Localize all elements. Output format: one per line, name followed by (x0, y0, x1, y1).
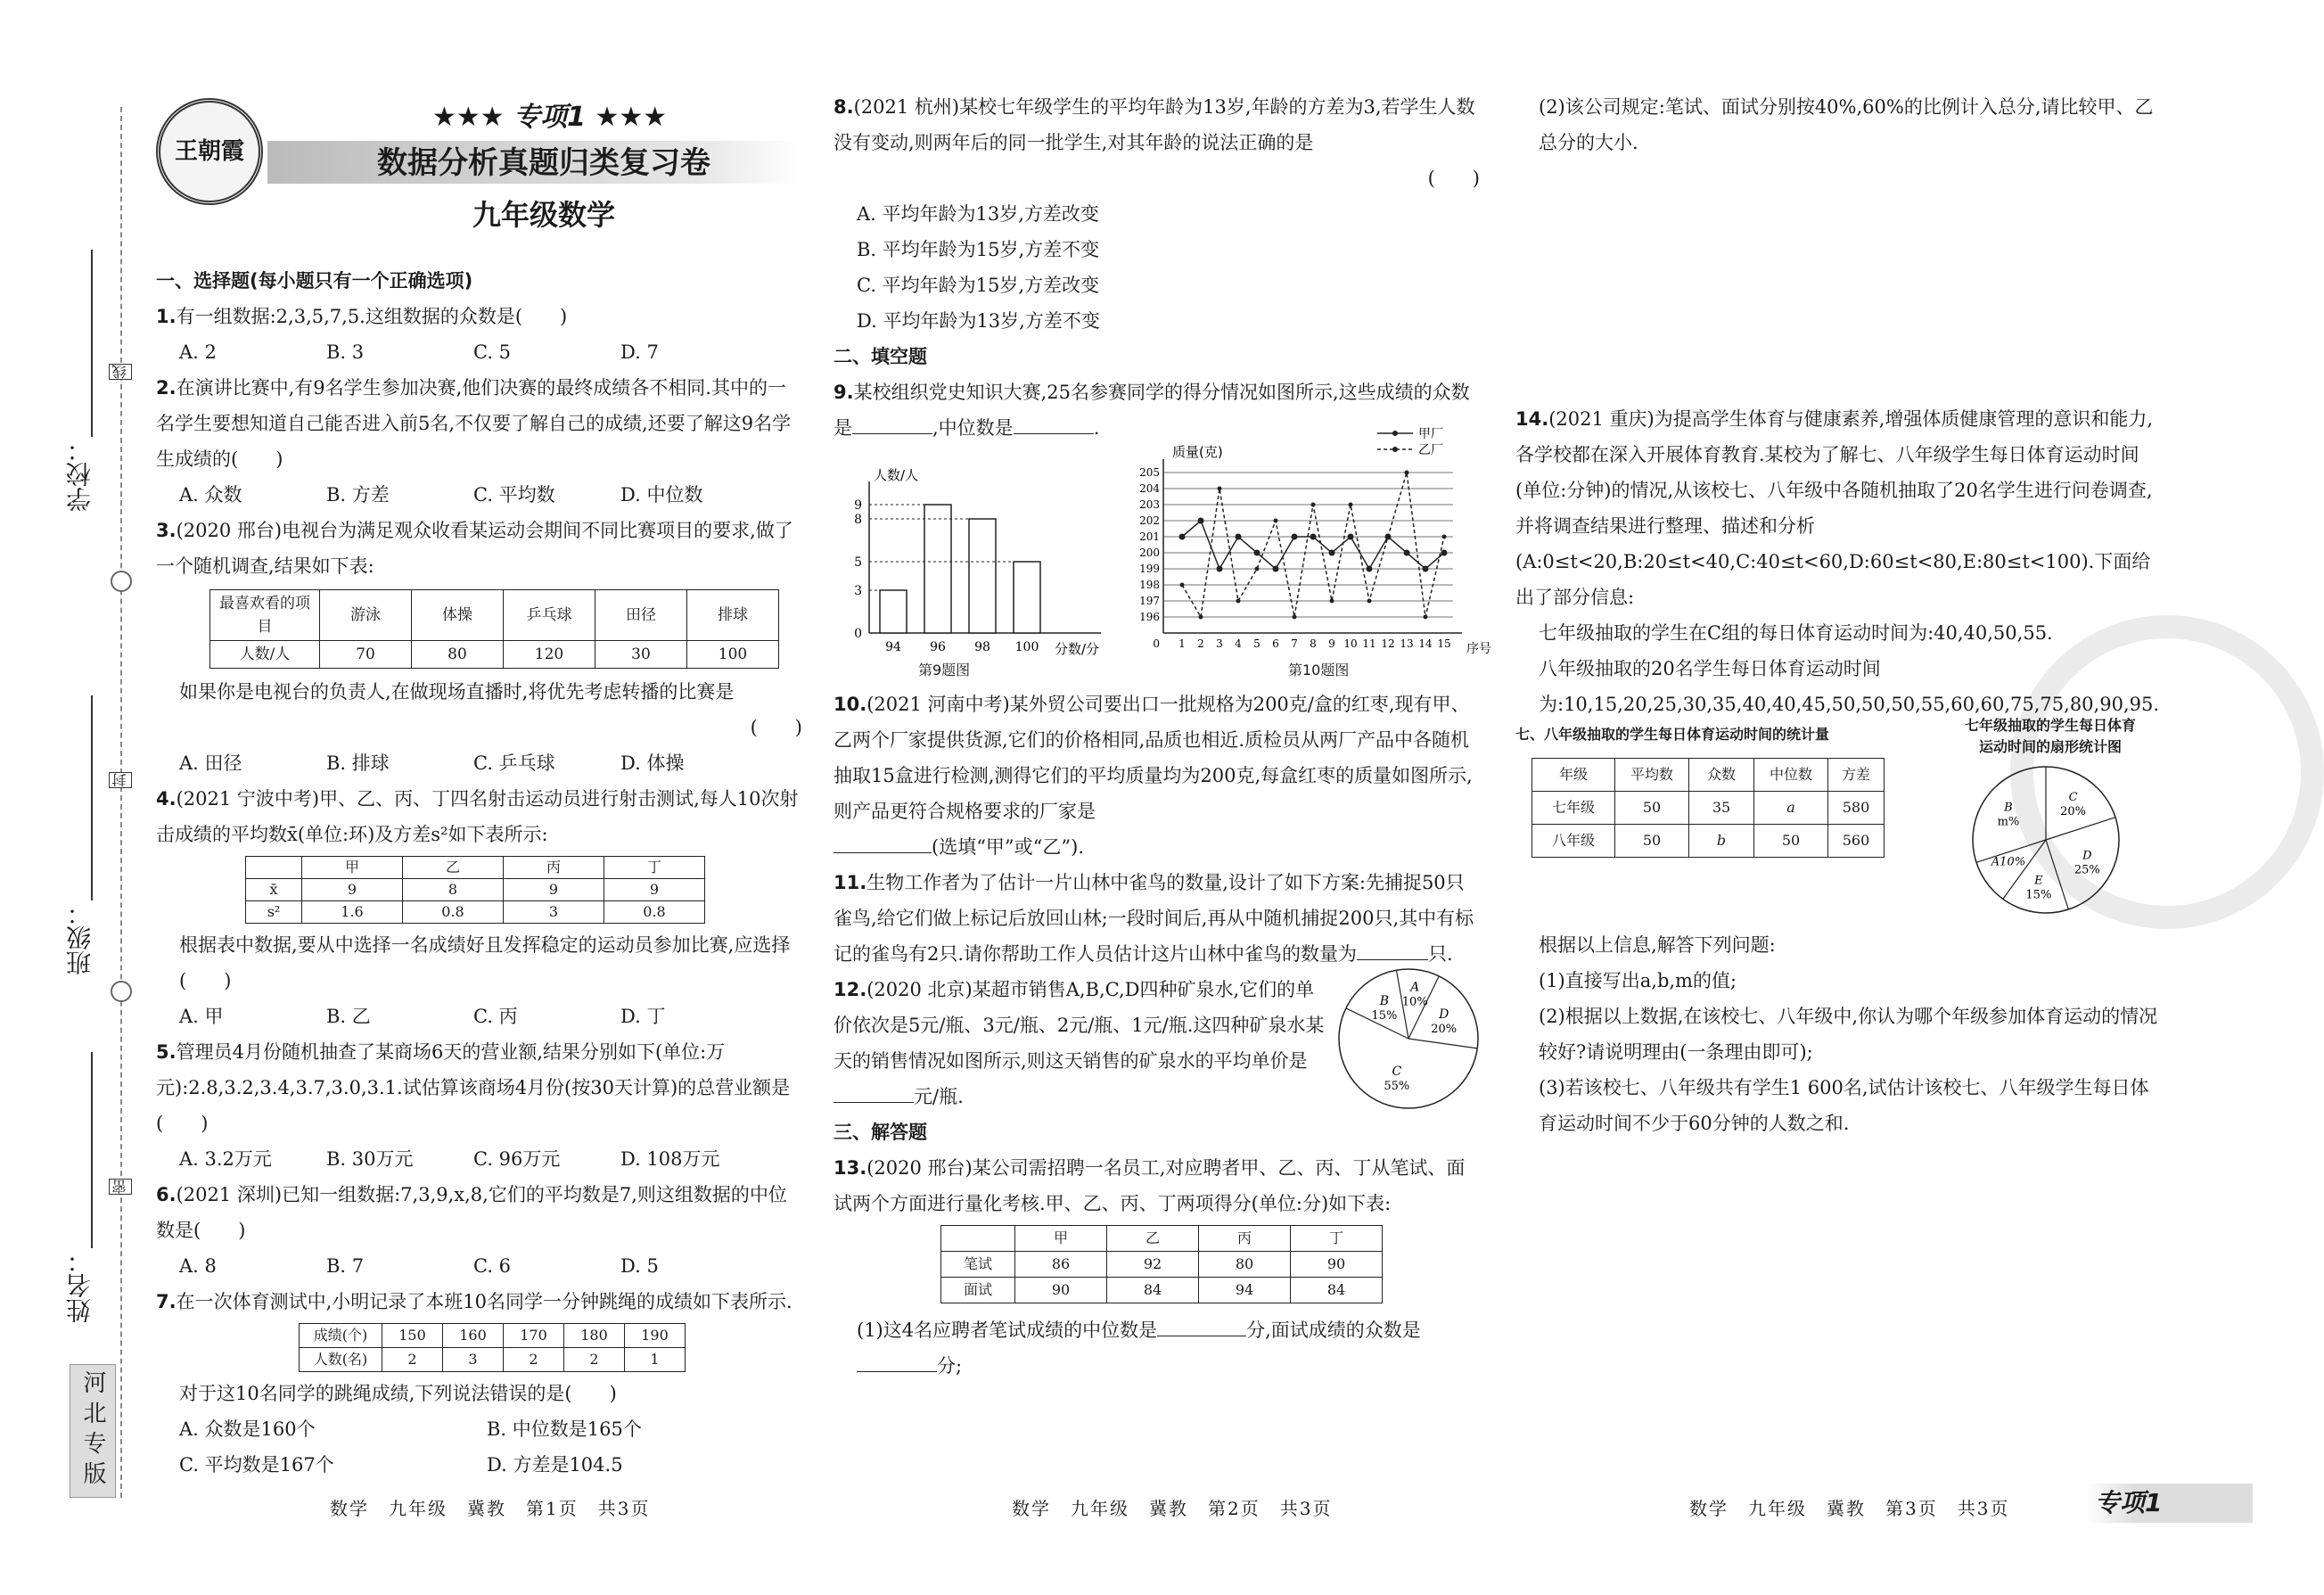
question-4: 4.(2021 宁波中考)甲、乙、丙、丁四名射击运动员进行射击测试,每人10次射击成绩的平均数x̄(单位:环)及方差s²如下表所示: (156, 788, 799, 845)
question-3-ask: 如果你是电视台的负责人,在做现场直播时,将优先考虑转播的比赛是 (179, 681, 735, 703)
data-point (1255, 567, 1260, 571)
options: A. 众数 B. 方差 C. 平均数 D. 中位数 (179, 484, 703, 506)
legend-marker (1392, 431, 1398, 436)
x-tick-label: 13 (1400, 637, 1414, 650)
data-point (1405, 471, 1409, 475)
binding-strip (0, 0, 152, 1595)
x-tick-label: 6 (1272, 637, 1279, 650)
pie-value: 15% (2025, 888, 2052, 902)
data-point (1367, 599, 1372, 604)
x-tick-label: 10 (1343, 637, 1358, 650)
question-2: 2.在演讲比赛中,有9名学生参加决赛,他们决赛的最终成绩各不相同.其中的一名学生要想知道自己能否进入前5名,不仅要了解自己的成绩,还要了解这9名学生成绩的( ) (156, 377, 792, 470)
x-tick-label: 2 (1197, 637, 1204, 650)
pie-label: A10% (1991, 855, 2026, 869)
q4-table: 甲 乙 丙 丁 x̄ 9 8 9 9 s² 1.6 0.8 3 0.8 (245, 856, 705, 924)
q13-table: 甲 乙 丙 丁 笔试 86 92 80 90 面试 90 84 94 84 (940, 1225, 1383, 1303)
y-tick-label: 5 (854, 555, 862, 570)
bar (924, 505, 951, 633)
x-tick-label: 4 (1235, 637, 1242, 650)
answer-blank[interactable] (834, 1081, 914, 1103)
y-tick-label: 9 (854, 498, 862, 513)
question-12-wrap (834, 972, 1480, 1114)
binding-mark-mi: 密 (109, 1179, 132, 1195)
y-tick-label: 0 (854, 627, 862, 641)
question-6: 6.(2021 深圳)已知一组数据:7,3,9,x,8,它们的平均数是7,则这组数据的中位数是( ) (156, 1184, 787, 1241)
q3-table: 最喜欢看的项目 游泳 体操 乒乓球 田径 排球 人数/人 70 80 120 30 100 (209, 589, 779, 669)
answer-blank[interactable] (1357, 938, 1428, 960)
options: A. 8 B. 7 C. 6 D. 5 (179, 1255, 659, 1277)
pie-value: 20% (1431, 1022, 1458, 1036)
data-point (1293, 615, 1297, 620)
x-axis-label: 分数/分 (1055, 641, 1100, 657)
x-tick-label: 100 (1014, 640, 1039, 654)
x-tick-label: 12 (1381, 637, 1395, 650)
y-tick-label: 201 (1139, 530, 1160, 543)
q14-part2: (2)根据以上数据,在该校七、八年级中,你认为哪个年级参加体育运动的情况较好?请说明理由(一条理由即可); (1539, 1006, 2158, 1063)
region-badge (70, 1364, 116, 1498)
footer-page-3: 数学 九年级 冀教 第3页 共3页 (1689, 1498, 2010, 1519)
question-13-part1: (1)这4名应聘者笔试成绩的中位数是 分,面试成绩的众数是分; (834, 1312, 1480, 1384)
col2-content (834, 89, 1491, 1384)
y-tick-label: 3 (854, 584, 862, 598)
data-point (1349, 503, 1353, 507)
pie-label: E (2034, 874, 2043, 888)
pie-label: B (2004, 801, 2013, 815)
page-subtitle: 九年级数学 (472, 198, 615, 232)
data-point (1273, 566, 1279, 572)
y-tick-label: 205 (1139, 466, 1160, 479)
fig10-line-chart (1128, 419, 1491, 669)
data-point (1236, 534, 1242, 540)
question-9: 9.某校组织党史知识大赛,25名参赛同学的得分情况如图所示,这些成绩的众数是 ,中位数是 . (834, 382, 1470, 439)
question-10: 10.(2021 河南中考)某外贸公司要出口一批规格为200克/盒的红枣,现有甲、乙两个厂家提供货源,它们的价格相同,品质也相近.质检员从两厂产品中各随机抽取15盒进行检测,测得它们的平均质量均为200克,每盒红枣的质量如图所示,则产品更符合规格要求的厂家是 (834, 694, 1473, 822)
x-tick-label: 96 (930, 640, 946, 654)
y-tick-label: 204 (1139, 482, 1160, 495)
pie-label: B (1379, 994, 1390, 1009)
data-point (1441, 550, 1448, 556)
answer-blank[interactable] (857, 1350, 937, 1372)
y-tick-label: 199 (1139, 563, 1160, 575)
data-point (1274, 519, 1278, 523)
question-4-ask: 根据表中数据,要从中选择一名成绩好且发挥稳定的运动员参加比赛,应选择( ) (179, 934, 791, 991)
y-tick-label: 200 (1139, 547, 1160, 559)
pie-value: 15% (1371, 1009, 1398, 1024)
y-tick-label: 198 (1139, 579, 1160, 591)
question-14: 14.(2021 重庆)为提高学生体育与健康素养,增强体质健康管理的意识和能力,各学校都在深入开展体育教育.某校为了解七、八年级学生每日体育运动时间(单位:分钟)的情况,从该校七、八年级中各随机抽取了20名学生进行问卷调查,并将调查结果进行整理、描述和分析(A:0≤t<20,B:20≤t<40,C:40≤t<60,D:60≤t<80,E:80≤t<100).下面给出了部分信息: (1515, 408, 2154, 608)
x-axis-label: 序号 (1466, 642, 1491, 656)
y-tick-label: 203 (1139, 498, 1160, 511)
x-tick-label: 14 (1418, 637, 1433, 650)
data-point (1218, 487, 1222, 491)
y-tick-label: 202 (1139, 514, 1160, 527)
pie-label: D (2082, 849, 2092, 863)
footer-tag-text: 专项1 (2095, 1488, 2163, 1517)
section-heading: 一、选择题(每小题只有一个正确选项) (156, 270, 473, 292)
question-7: 7.在一次体育测试中,小明记录了本班10名同学一分钟跳绳的成绩如下表所示. (156, 1291, 792, 1312)
data-point (1330, 599, 1334, 604)
fig9-bar-chart (834, 446, 1119, 669)
footer-tag (2086, 1484, 2253, 1523)
data-point (1180, 583, 1185, 588)
region-text: 河北专版 (79, 1370, 106, 1492)
x-tick-label: 98 (974, 640, 990, 654)
bar (969, 519, 996, 633)
footer-page-2: 数学 九年级 冀教 第2页 共3页 (1012, 1498, 1333, 1519)
q7-table: 成绩(个) 150 160 170 180 190 人数(名) 2 3 2 2 1 (299, 1323, 686, 1372)
binding-mark-seal: 封 (109, 772, 132, 788)
pie-label: D (1439, 1007, 1449, 1022)
data-point (1404, 550, 1410, 556)
special-label: 专项1 (513, 102, 587, 133)
figures-row (834, 427, 1491, 687)
question-13-part2: (2)该公司规定:笔试、面试分别按40%,60%的比例计入总分,请比较甲、乙总分的大小. (1539, 96, 2154, 153)
question-5: 5.管理员4月份随机抽查了某商场6天的营业额,结果分别如下(单位:万元):2.8,3.2,3.4,3.7,3.0,3.1.试估算该商场4月份(按30天计算)的总营业额是( ) (156, 1041, 791, 1134)
x-tick-label: 8 (1310, 637, 1317, 650)
data-point (1367, 566, 1373, 572)
pie-value: 25% (2074, 863, 2100, 877)
q14-info2: 八年级抽取的20名学生每日体育运动时间为:10,15,20,25,30,35,40,40,45,50,50,50,55,60,60,75,75,80,90,95. (1539, 658, 2160, 715)
options: A. 田径 B. 排球 C. 乒乓球 D. 体操 (179, 752, 685, 774)
q14-info1: 七年级抽取的学生在C组的每日体育运动时间为:40,40,50,55. (1539, 622, 2053, 644)
bar (1014, 562, 1040, 633)
fig9-caption: 第9题图 (918, 662, 971, 678)
data-point (1386, 535, 1391, 539)
answer-blank[interactable] (834, 831, 932, 853)
answer-blank[interactable] (1157, 1314, 1246, 1336)
legend-label: 甲厂 (1418, 427, 1443, 441)
options: A. 2 B. 3 C. 5 D. 7 (179, 341, 659, 363)
data-point (1292, 534, 1298, 540)
pie-value: 55% (1384, 1080, 1410, 1094)
name-label: 姓名： (65, 1248, 94, 1323)
watermark-seal (2010, 615, 2324, 929)
q14-part3: (3)若该校七、八年级共有学生1 600名,试估计该校七、八年级学生每日体育运动时间不少于60分钟的人数之和. (1539, 1077, 2149, 1134)
x-tick-label: 1 (1178, 637, 1186, 650)
data-point (1310, 534, 1317, 540)
data-point (1424, 615, 1428, 620)
y-axis-label: 人数/人 (874, 467, 919, 483)
school-label: 学校： (65, 437, 94, 512)
y-tick-label: 197 (1139, 595, 1160, 607)
data-point (1329, 550, 1335, 556)
data-point (1254, 550, 1261, 556)
data-point (1442, 535, 1447, 539)
legend-label: 乙厂 (1418, 443, 1443, 457)
pie-label: A (1410, 980, 1420, 995)
x-tick-label: 15 (1437, 637, 1451, 650)
section-heading: 三、解答题 (834, 1122, 927, 1143)
pie-value: 10% (1401, 995, 1428, 1009)
options: A. 甲 B. 乙 C. 丙 D. 丁 (179, 1006, 666, 1027)
answer-blank[interactable] (852, 412, 932, 434)
data-point (1423, 566, 1429, 572)
data-point (1348, 534, 1354, 540)
answer-paren: ( ) (750, 717, 802, 738)
q14-table-caption: 七、八年级抽取的学生每日体育运动时间的统计量 (1515, 726, 1830, 743)
special-title: ★★★ 专项1 ★★★ (432, 102, 668, 133)
question-12: 12.(2020 北京)某超市销售A,B,C,D四种矿泉水,它们的单价依次是5元/瓶、3元/瓶、2元/瓶、1元/瓶.这四种矿泉水某天的销售情况如图所示,则这天销售的矿泉水的平均单价是元/瓶. (834, 979, 1325, 1107)
y-tick-label: 196 (1139, 611, 1160, 623)
fig10-caption: 第10题图 (1288, 662, 1350, 678)
series-line (1182, 521, 1444, 569)
class-label: 班级： (65, 900, 94, 975)
col3-content (1515, 89, 2162, 1141)
question-8: 8.(2021 杭州)某校七年级学生的平均年龄为13岁,年龄的方差为3,若学生人数没有变动,则两年后的同一批学生,对其年龄的说法正确的是 (834, 96, 1475, 153)
x-tick-label: 9 (1328, 637, 1335, 650)
answer-paren: ( ) (1427, 168, 1480, 189)
x-tick-label: 0 (1153, 637, 1160, 650)
section-heading: 二、填空题 (834, 346, 927, 367)
binding-circle-icon (111, 981, 132, 1002)
q14-table: 年级 平均数 众数 中位数 方差 七年级 50 35 a 580 八年级 50 b 50 560 (1532, 758, 1885, 858)
pie-value: m% (1997, 815, 2020, 829)
x-tick-label: 7 (1291, 637, 1298, 650)
series-line (1182, 473, 1444, 617)
pie-value: 20% (2060, 804, 2087, 818)
question-1: 1.有一组数据:2,3,5,7,5.这组数据的众数是( ) (156, 306, 568, 327)
data-point (1179, 534, 1186, 540)
header-banner (156, 89, 802, 187)
pie-label: C (1392, 1065, 1402, 1080)
page-title: 数据分析真题归类复习卷 (377, 145, 710, 181)
legend-marker (1392, 447, 1398, 452)
x-tick-label: 11 (1362, 637, 1376, 650)
y-tick-label: 8 (854, 513, 862, 527)
binding-circle-icon (111, 571, 132, 592)
q14-part1: (1)直接写出a,b,m的值; (1539, 970, 1737, 991)
brand-logo (156, 98, 263, 205)
pie-label: C (2068, 790, 2078, 804)
data-point (1198, 518, 1204, 524)
data-point (1236, 599, 1241, 604)
question-10-tail: (选填“甲”或“乙”). (834, 829, 1480, 865)
data-point (1311, 503, 1316, 507)
col1-content (156, 263, 802, 1483)
options: A. 众数是160个 B. 中位数是165个 C. 平均数是167个 D. 方差是104.5 (179, 1418, 642, 1476)
data-point (1199, 615, 1203, 620)
options: A. 平均年龄为13岁,方差改变 B. 平均年龄为15岁,方差不变 C. 平均年龄为15岁,方差改变 D. 平均年龄为13岁,方差不变 (857, 203, 1100, 332)
question-7-ask: 对于这10名同学的跳绳成绩,下列说法错误的是( ) (179, 1383, 617, 1404)
q12-pie-chart (1333, 963, 1484, 1114)
question-3: 3.(2020 邢台)电视台为满足观众收看某运动会期间不同比赛项目的要求,做了一个随机调查,结果如下表: (156, 520, 793, 577)
answer-blank[interactable] (1014, 412, 1094, 434)
data-point (1217, 566, 1223, 572)
y-axis-label: 质量(克) (1172, 444, 1223, 460)
x-tick-label: 5 (1253, 637, 1261, 650)
x-tick-label: 94 (885, 640, 901, 654)
x-tick-label: 3 (1216, 637, 1223, 650)
footer-page-1: 数学 九年级 冀教 第1页 共3页 (330, 1498, 651, 1519)
question-11: 11.生物工作者为了估计一片山林中雀鸟的数量,设计了如下方案:先捕捉50只雀鸟,给它们做上标记后放回山林;一段时间后,再从中随机捕捉200只,其中有标记的雀鸟有2只.请你帮助工作人员估计这片山林中雀鸟的数量为 只. (834, 872, 1474, 965)
question-13: 13.(2020 邢台)某公司需招聘一名员工,对应聘者甲、乙、丙、丁从笔试、面试两个方面进行量化考核.甲、乙、丙、丁两项得分(单位:分)如下表: (834, 1157, 1466, 1214)
bar (880, 590, 907, 633)
q14-pie-caption: 七年级抽取的学生每日体育 运动时间的扇形统计图 (1964, 717, 2136, 755)
binding-mark-line: 线 (109, 364, 132, 380)
q14-ask: 根据以上信息,解答下列问题: (1539, 934, 1776, 956)
options: A. 3.2万元 B. 30万元 C. 96万元 D. 108万元 (179, 1148, 720, 1170)
brand-logo-text: 王朝霞 (174, 138, 244, 165)
